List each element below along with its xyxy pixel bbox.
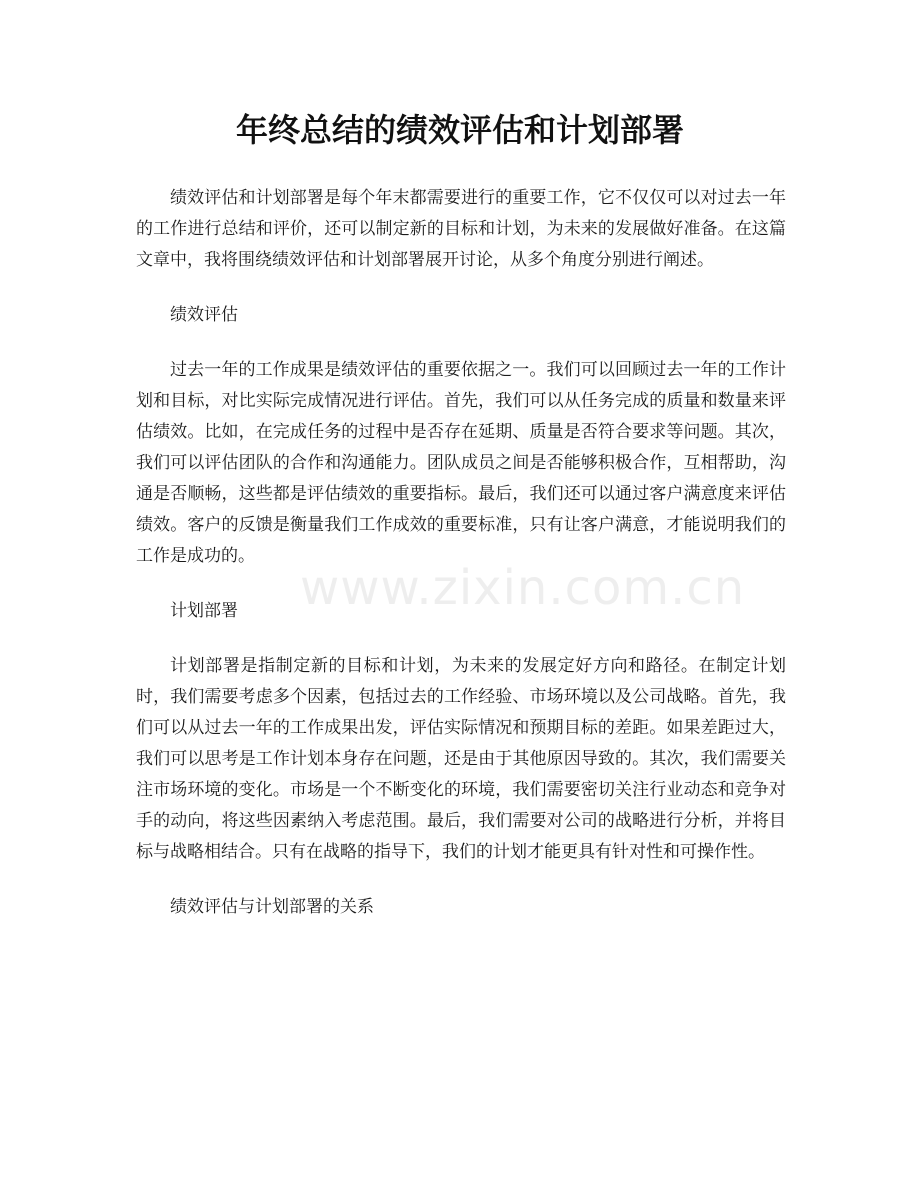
section-body-planning: 计划部署是指制定新的目标和计划，为未来的发展定好方向和路径。在制定计划时，我们需要考虑多个因素，包括过去的工作经验、市场环境以及公司战略。首先，我们可以从过去一年的工作成果出发，评估实际情况和预期目标的差距。如果差距过大，我们可以思考是工作计划本身存在问题，还是由于其他原因导致的。其次，我们需要关注市场环境的变化。市场是一个不断变化的环境，我们需要密切关注行业动态和竞争对手的动向，将这些因素纳入考虑范围。最后，我们需要对公司的战略进行分析，并将目标与战略相结合。只有在战略的指导下，我们的计划才能更具有针对性和可操作性。: [136, 656, 786, 862]
document-body: [136, 183, 786, 947]
section-heading-performance: 绩效评估: [170, 305, 238, 325]
intro-paragraph: 绩效评估和计划部署是每个年末都需要进行的重要工作，它不仅仅可以对过去一年的工作进行总结和评价，还可以制定新的目标和计划，为未来的发展做好准备。在这篇文章中，我将围绕绩效评估和计划部署展开讨论，从多个角度分别进行阐述。: [136, 188, 786, 270]
document-title: 年终总结的绩效评估和计划部署: [235, 111, 684, 149]
section-body-performance: 过去一年的工作成果是绩效评估的重要依据之一。我们可以回顾过去一年的工作计划和目标，对比实际完成情况进行评估。首先，我们可以从任务完成的质量和数量来评估绩效。比如，在完成任务的过程中是否存在延期、质量是否符合要求等问题。其次，我们可以评估团队的合作和沟通能力。团队成员之间是否能够积极合作，互相帮助，沟通是否顺畅，这些都是评估绩效的重要指标。最后，我们还可以通过客户满意度来评估绩效。客户的反馈是衡量我们工作成效的重要标准，只有让客户满意，才能说明我们的工作是成功的。: [136, 360, 786, 566]
section-heading-relationship: 绩效评估与计划部署的关系: [170, 897, 374, 917]
section-heading-planning: 计划部署: [170, 601, 238, 621]
watermark: www.zixin.com.cn: [300, 560, 746, 616]
